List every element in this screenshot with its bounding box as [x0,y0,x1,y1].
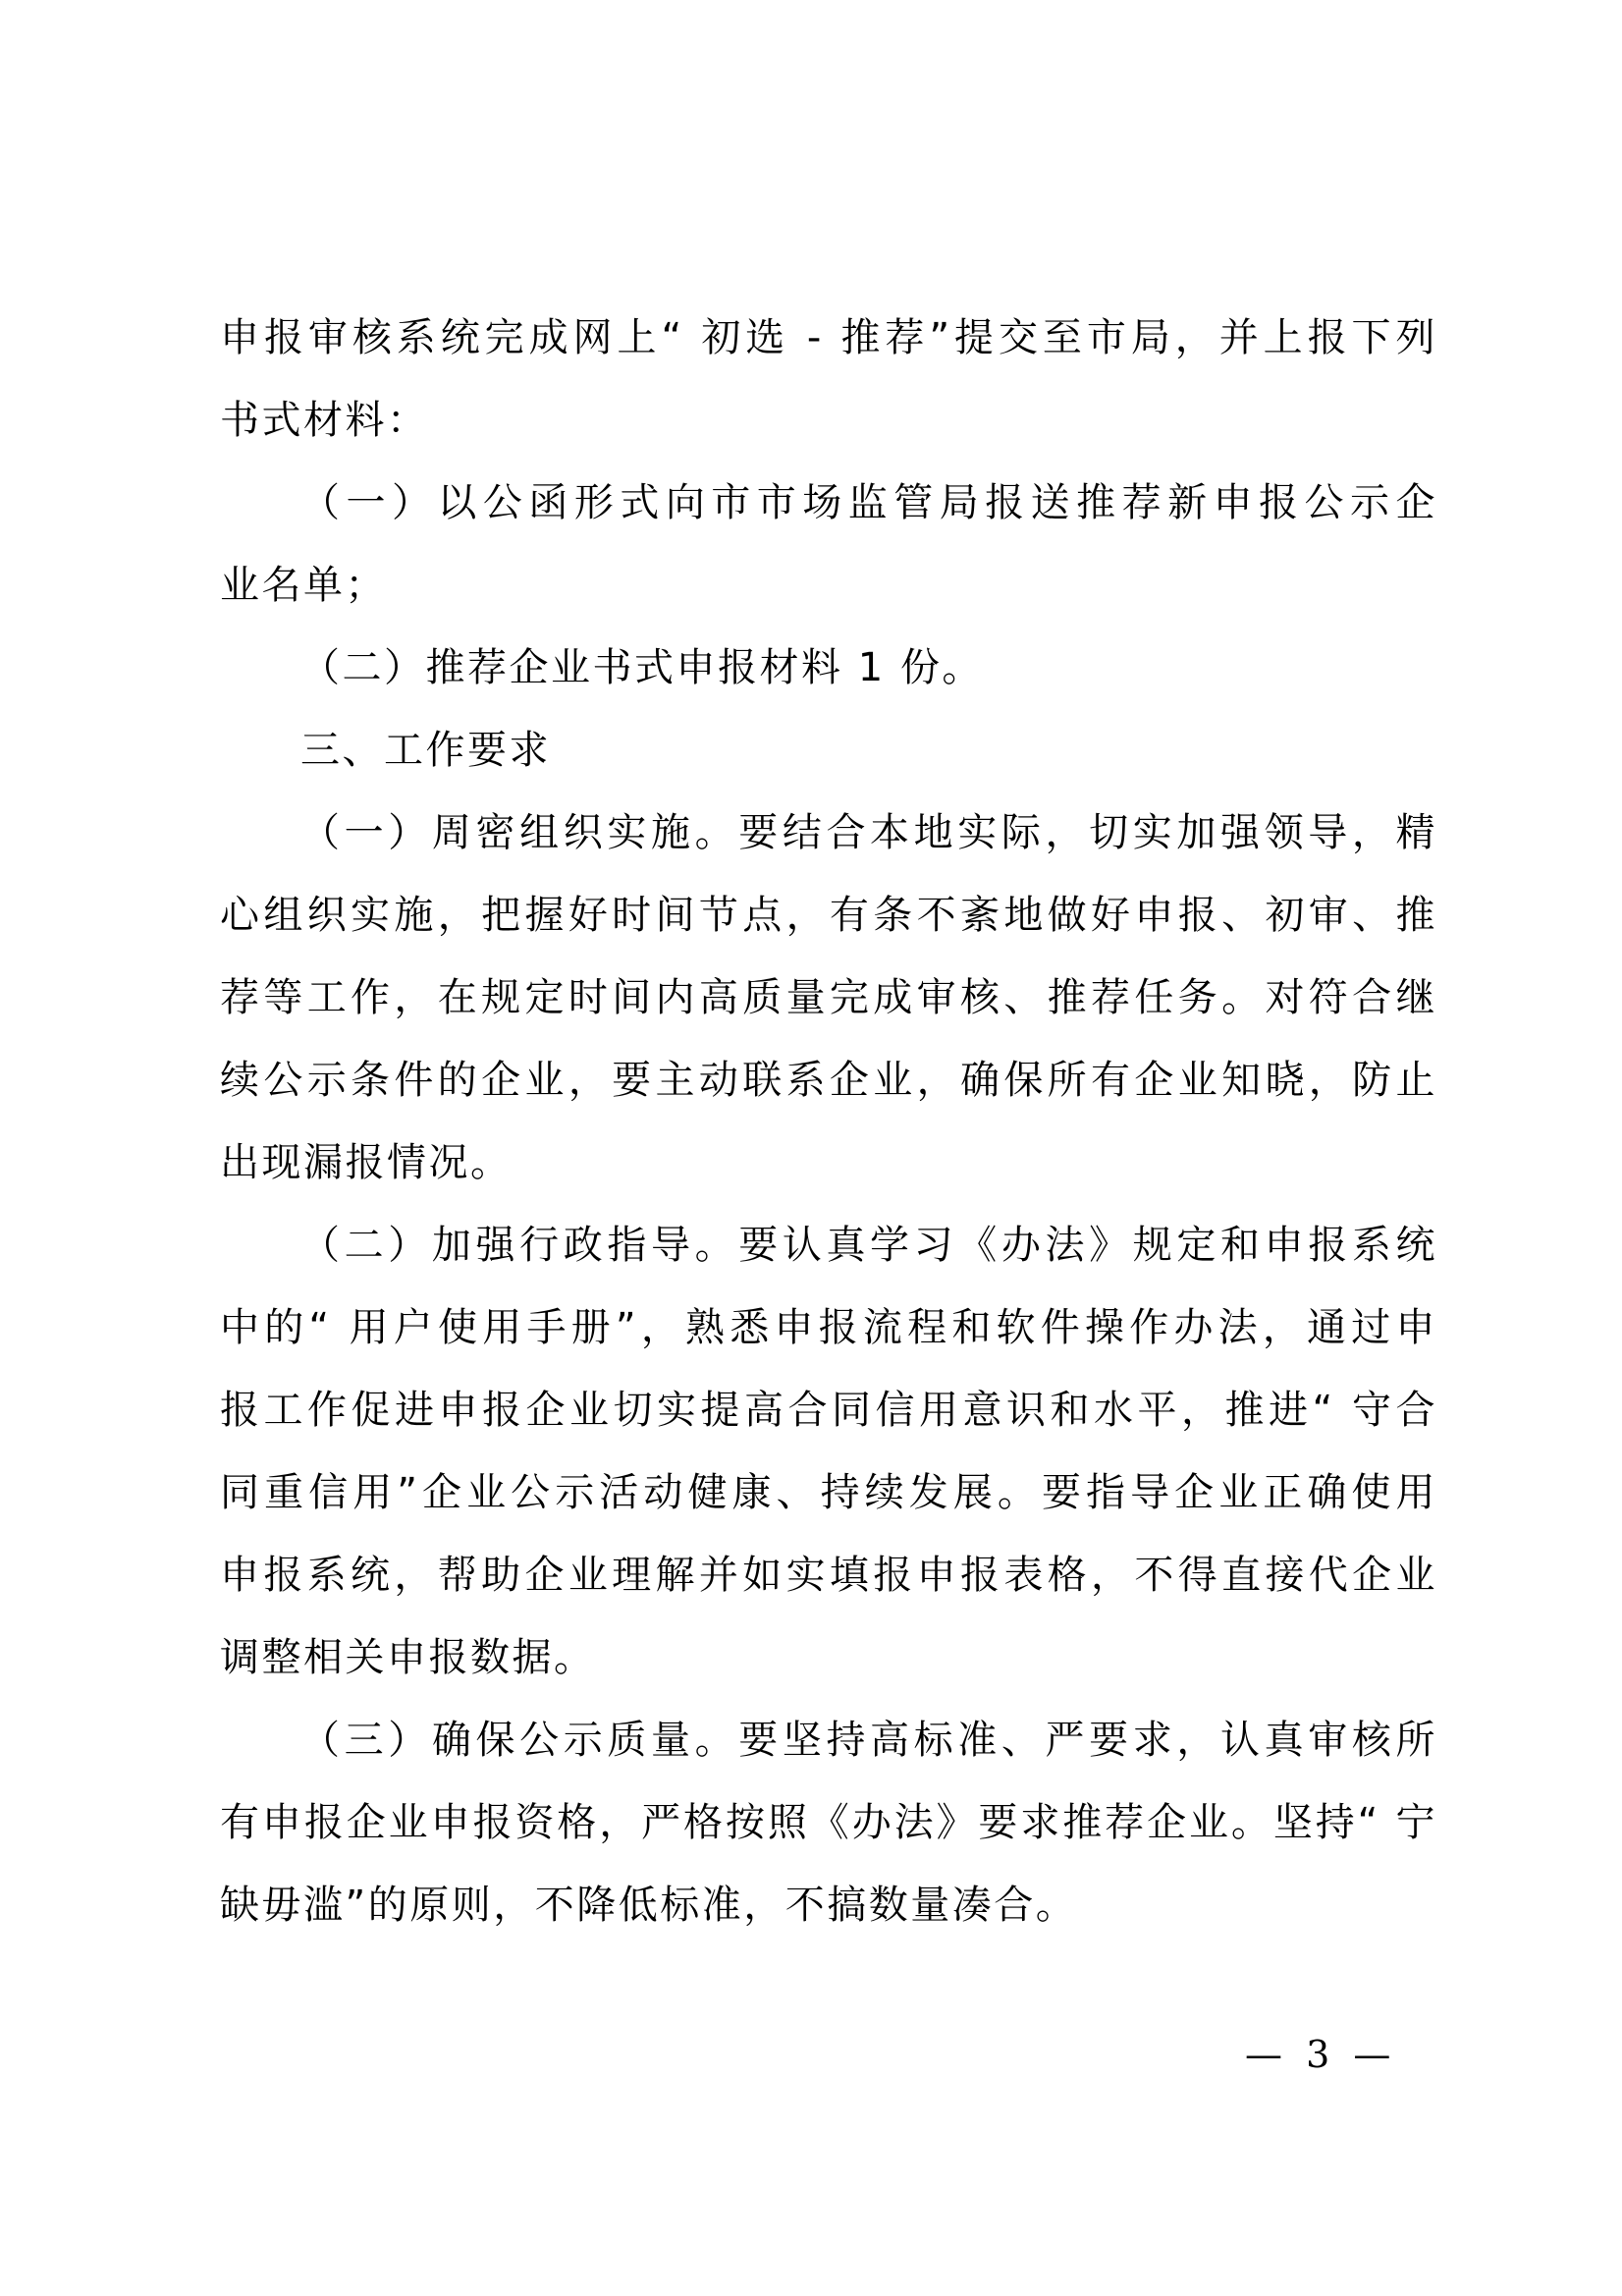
body-line-11: 出现漏报情况。 [220,1140,513,1185]
body-line-9: 荐等工作，在规定时间内高质量完成审核、推荐任务。对符合继 [220,975,1437,1020]
body-line-18: （三）确保公示质量。要坚持高标准、严要求，认真审核所 [300,1718,1437,1763]
body-line-20: 缺毋滥”的原则，不降低标准，不搞数量凑合。 [220,1883,1078,1928]
body-line-7: （一）周密组织实施。要结合本地实际，切实加强领导，精 [300,810,1437,855]
body-line-2: 书式材料： [220,398,429,443]
body-line-4: 业名单； [220,563,387,608]
body-line-3: （一）以公函形式向市市场监管局报送推荐新申报公示企 [300,480,1437,525]
body-line-17: 调整相关申报数据。 [220,1635,596,1680]
body-line-5: （二）推荐企业书式申报材料 1 份。 [300,645,984,690]
body-line-12: （二）加强行政指导。要认真学习《办法》规定和申报系统 [300,1223,1437,1268]
body-line-13: 中的“ 用户使用手册”，熟悉申报流程和软件操作办法，通过申 [220,1305,1437,1350]
page-number: — 3 — [1245,2033,1397,2076]
body-line-10: 续公示条件的企业，要主动联系企业，确保所有企业知晓，防止 [220,1058,1437,1103]
body-line-8: 心组织实施，把握好时间节点，有条不紊地做好申报、初审、推 [220,893,1437,938]
document-body [220,297,1437,1946]
body-line-14: 报工作促进申报企业切实提高合同信用意识和水平，推进“ 守合 [220,1388,1437,1433]
body-line-1: 申报审核系统完成网上“ 初选 - 推荐”提交至市局，并上报下列 [220,315,1437,360]
body-line-19: 有申报企业申报资格，严格按照《办法》要求推荐企业。坚持“ 宁 [220,1800,1437,1845]
body-line-16: 申报系统，帮助企业理解并如实填报申报表格，不得直接代企业 [220,1553,1437,1598]
section-heading-work-requirements: 三、工作要求 [300,728,551,773]
body-line-15: 同重信用”企业公示活动健康、持续发展。要指导企业正确使用 [220,1470,1437,1515]
